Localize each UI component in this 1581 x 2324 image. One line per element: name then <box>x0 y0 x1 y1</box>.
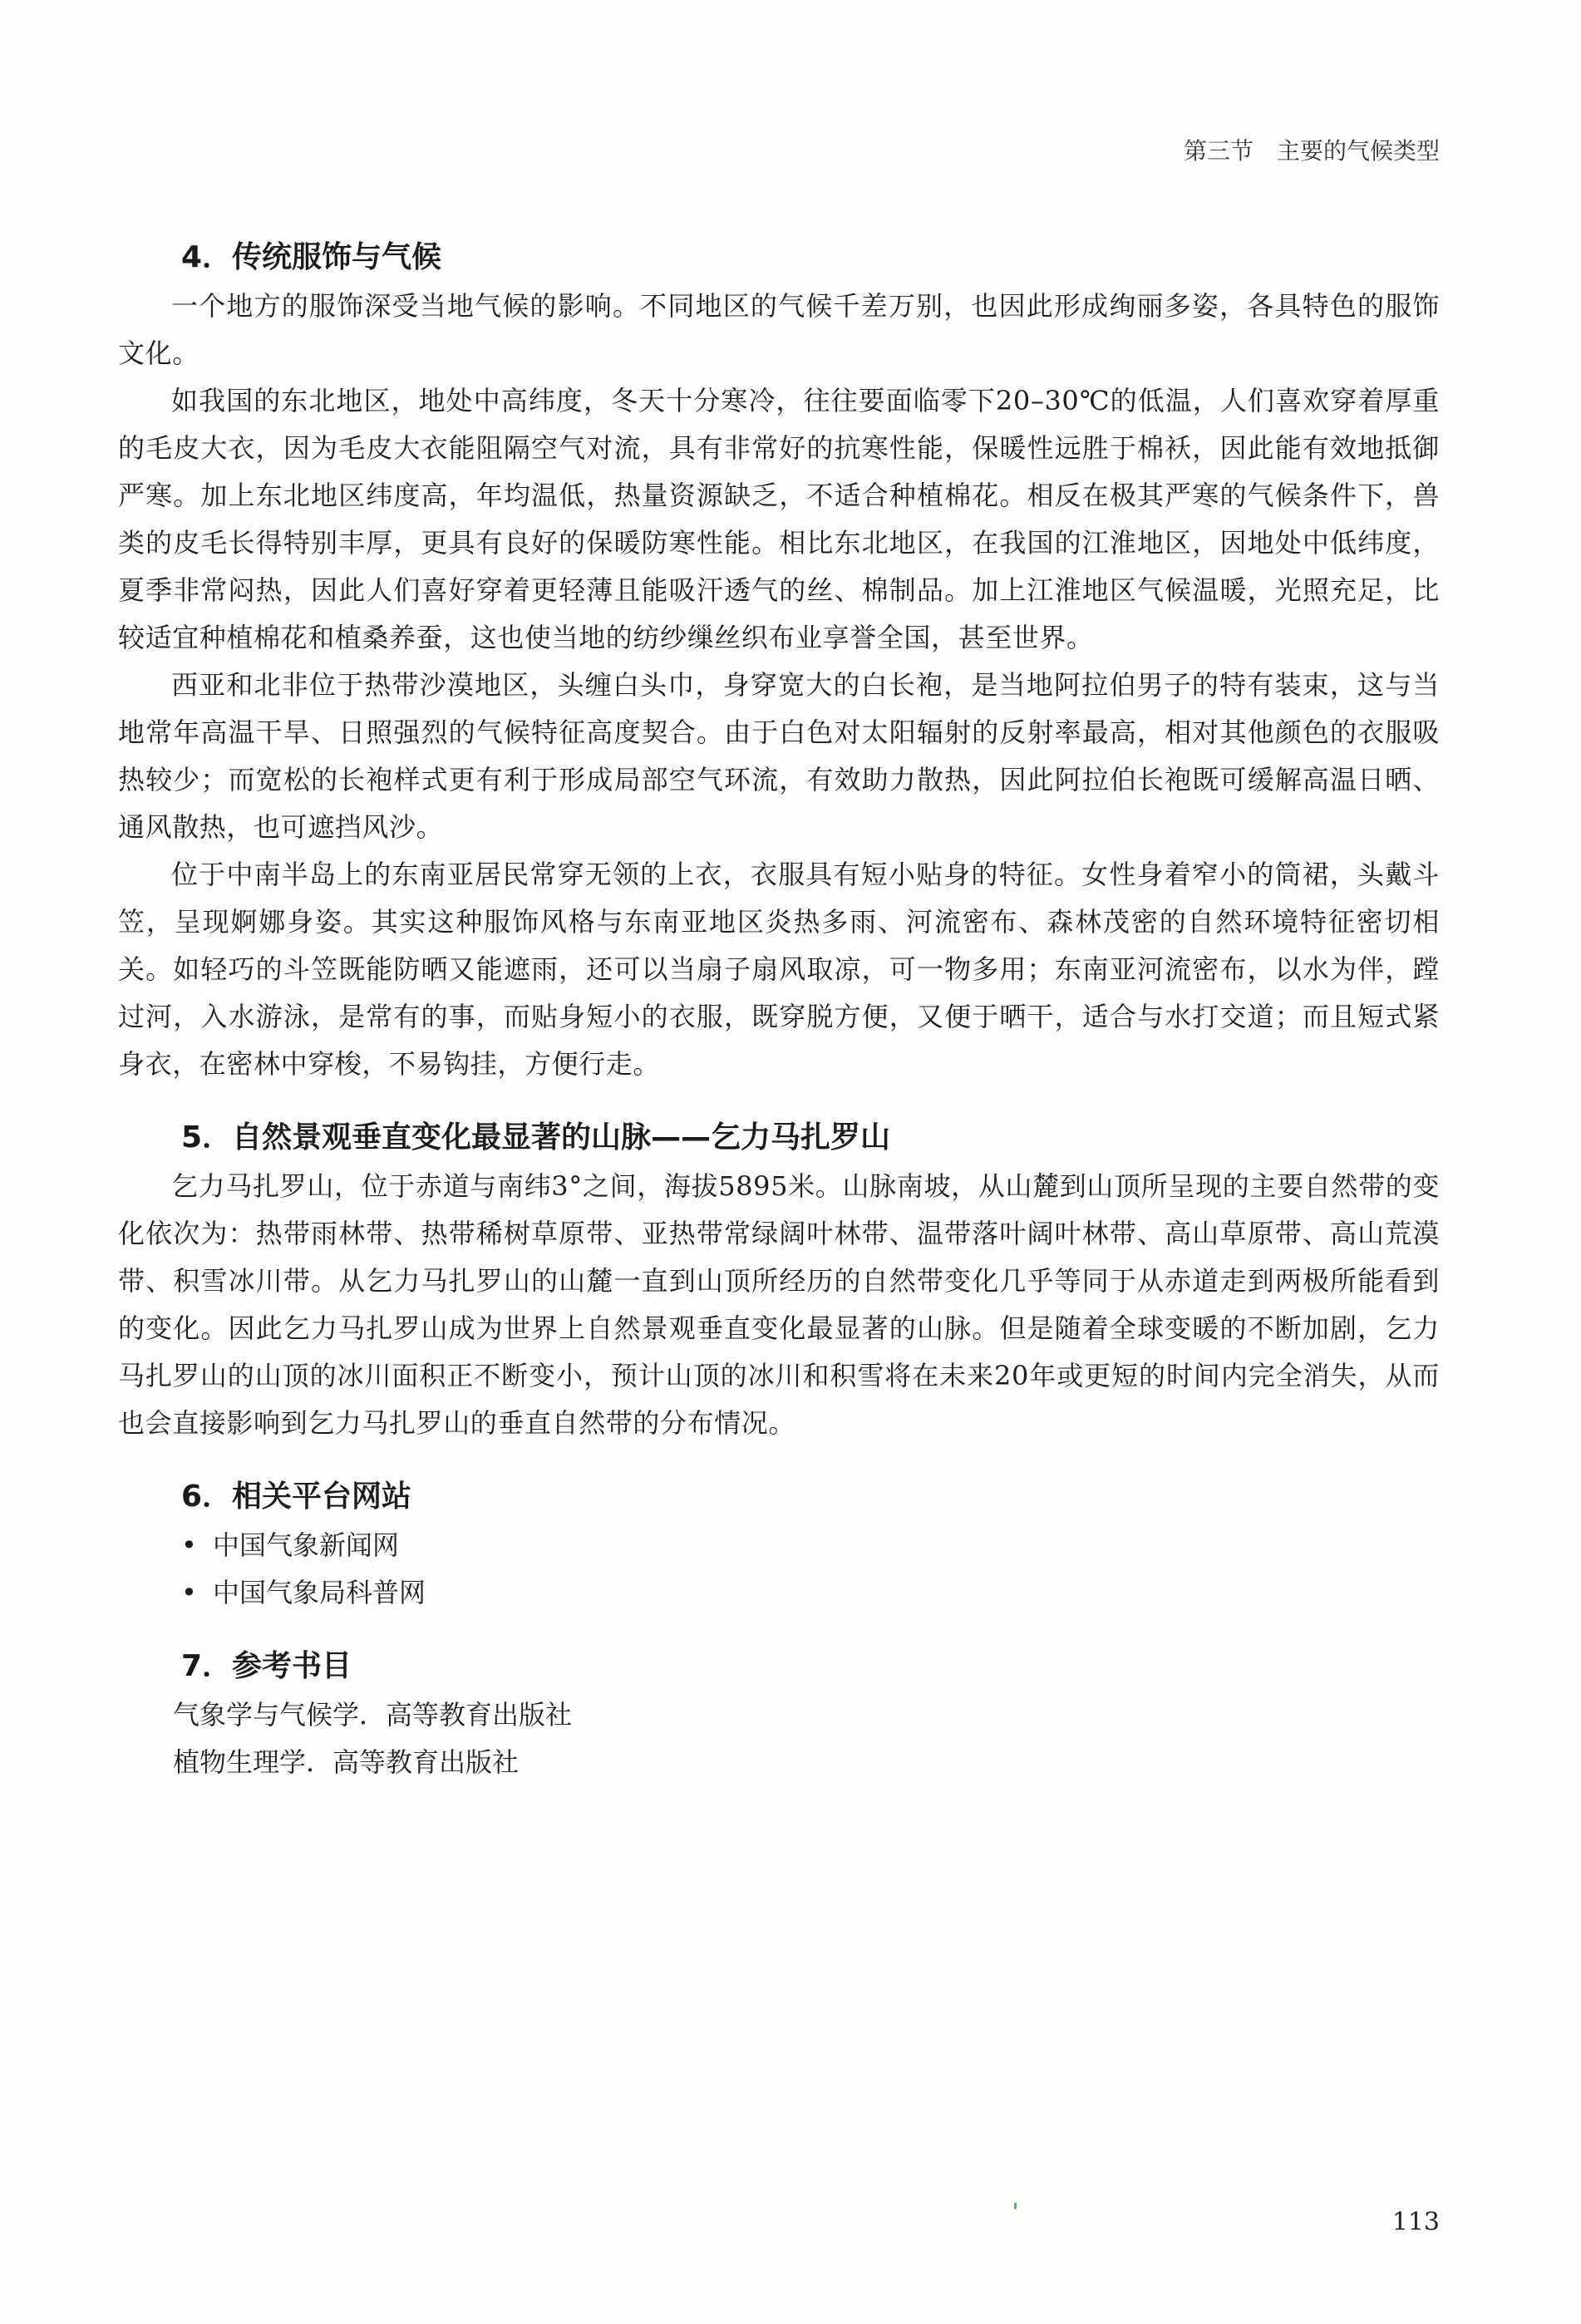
section-clothing-climate <box>118 236 1440 1088</box>
list-item <box>181 1522 1440 1569</box>
header-title: 主要的气候类型 <box>1276 137 1440 165</box>
paragraph: 位于中南半岛上的东南亚居民常穿无领的上衣，衣服具有短小贴身的特征。女性身着窄小的筒裙，头戴斗笠，呈现婀娜身姿。其实这种服饰风格与东南亚地区炎热多雨、河流密布、森林茂密的自然环境特征密切相关。如轻巧的斗笠既能防晒又能遮雨，还可以当扇子扇风取凉，可一物多用；东南亚河流密布，以水为伴，蹚过河，入水游泳，是常有的事，而贴身短小的衣服，既穿脱方便，又便于晒干，适合与水打交道；而且短式紧身衣，在密林中穿梭，不易钩挂，方便行走。 <box>118 859 1440 1080</box>
paragraph: 一个地方的服饰深受当地气候的影响。不同地区的气候千差万别，也因此形成绚丽多姿，各具特色的服饰文化。 <box>118 290 1440 369</box>
bullet-icon: • <box>181 1529 197 1561</box>
paragraph: 乞力马扎罗山，位于赤道与南纬3°之间，海拔5895米。山脉南坡，从山麓到山顶所呈现的主要自然带的变化依次为：热带雨林带、热带稀树草原带、亚热带常绿阔叶林带、温带落叶阔叶林带、高山草原带、高山荒漠带、积雪冰川带。从乞力马扎罗山的山麓一直到山顶所经历的自然带变化几乎等同于从赤道走到两极所能看到的变化。因此乞力马扎罗山成为世界上自然景观垂直变化最显著的山脉。但是随着全球变暖的不断加剧，乞力马扎罗山的山顶的冰川面积正不断变小，预计山顶的冰川和积雪将在未来20年或更短的时间内完全消失，从而也会直接影响到乞力马扎罗山的垂直自然带的分布情况。 <box>118 1170 1440 1439</box>
section-heading: 4．传统服饰与气候 <box>181 240 442 274</box>
running-header <box>1184 133 1440 166</box>
website-list <box>118 1522 1440 1617</box>
section-heading: 7．参考书目 <box>181 1649 352 1683</box>
section-heading: 6．相关平台网站 <box>181 1480 412 1514</box>
book-entry: 气象学与气候学．高等教育出版社 <box>173 1699 573 1731</box>
scan-speck <box>1014 2203 1017 2209</box>
section-websites <box>118 1475 1440 1617</box>
website-name: 中国气象局科普网 <box>213 1577 426 1608</box>
paragraph: 西亚和北非位于热带沙漠地区，头缠白头巾，身穿宽大的白长袍，是当地阿拉伯男子的特有装束，这与当地常年高温干旱、日照强烈的气候特征高度契合。由于白色对太阳辐射的反射率最高，相对其他颜色的衣服吸热较少；而宽松的长袍样式更有利于形成局部空气环流，有效助力散热，因此阿拉伯长袍既可缓解高温日晒、通风散热，也可遮挡风沙。 <box>118 669 1440 843</box>
paragraph: 如我国的东北地区，地处中高纬度，冬天十分寒冷，往往要面临零下20–30℃的低温，人们喜欢穿着厚重的毛皮大衣，因为毛皮大衣能阻隔空气对流，具有非常好的抗寒性能，保暖性远胜于棉袄，因此能有效地抵御严寒。加上东北地区纬度高，年均温低，热量资源缺乏，不适合种植棉花。相反在极其严寒的气候条件下，兽类的皮毛长得特别丰厚，更具有良好的保暖防寒性能。相比东北地区，在我国的江淮地区，因地处中低纬度，夏季非常闷热，因此人们喜好穿着更轻薄且能吸汗透气的丝、棉制品。加上江淮地区气候温暖，光照充足，比较适宜种植棉花和植桑养蚕，这也使当地的纺纱缫丝织布业享誉全国，甚至世界。 <box>118 385 1440 653</box>
bullet-icon: • <box>181 1577 197 1608</box>
website-name: 中国气象新闻网 <box>213 1529 400 1561</box>
page-number: 113 <box>1391 2208 1440 2237</box>
section-heading: 5．自然景观垂直变化最显著的山脉——乞力马扎罗山 <box>181 1120 891 1155</box>
page-content <box>118 236 1440 1814</box>
header-section: 第三节 <box>1183 137 1253 165</box>
section-kilimanjaro <box>118 1116 1440 1447</box>
book-entry: 植物生理学．高等教育出版社 <box>173 1746 520 1778</box>
list-item <box>181 1569 1440 1617</box>
section-books <box>118 1645 1440 1786</box>
